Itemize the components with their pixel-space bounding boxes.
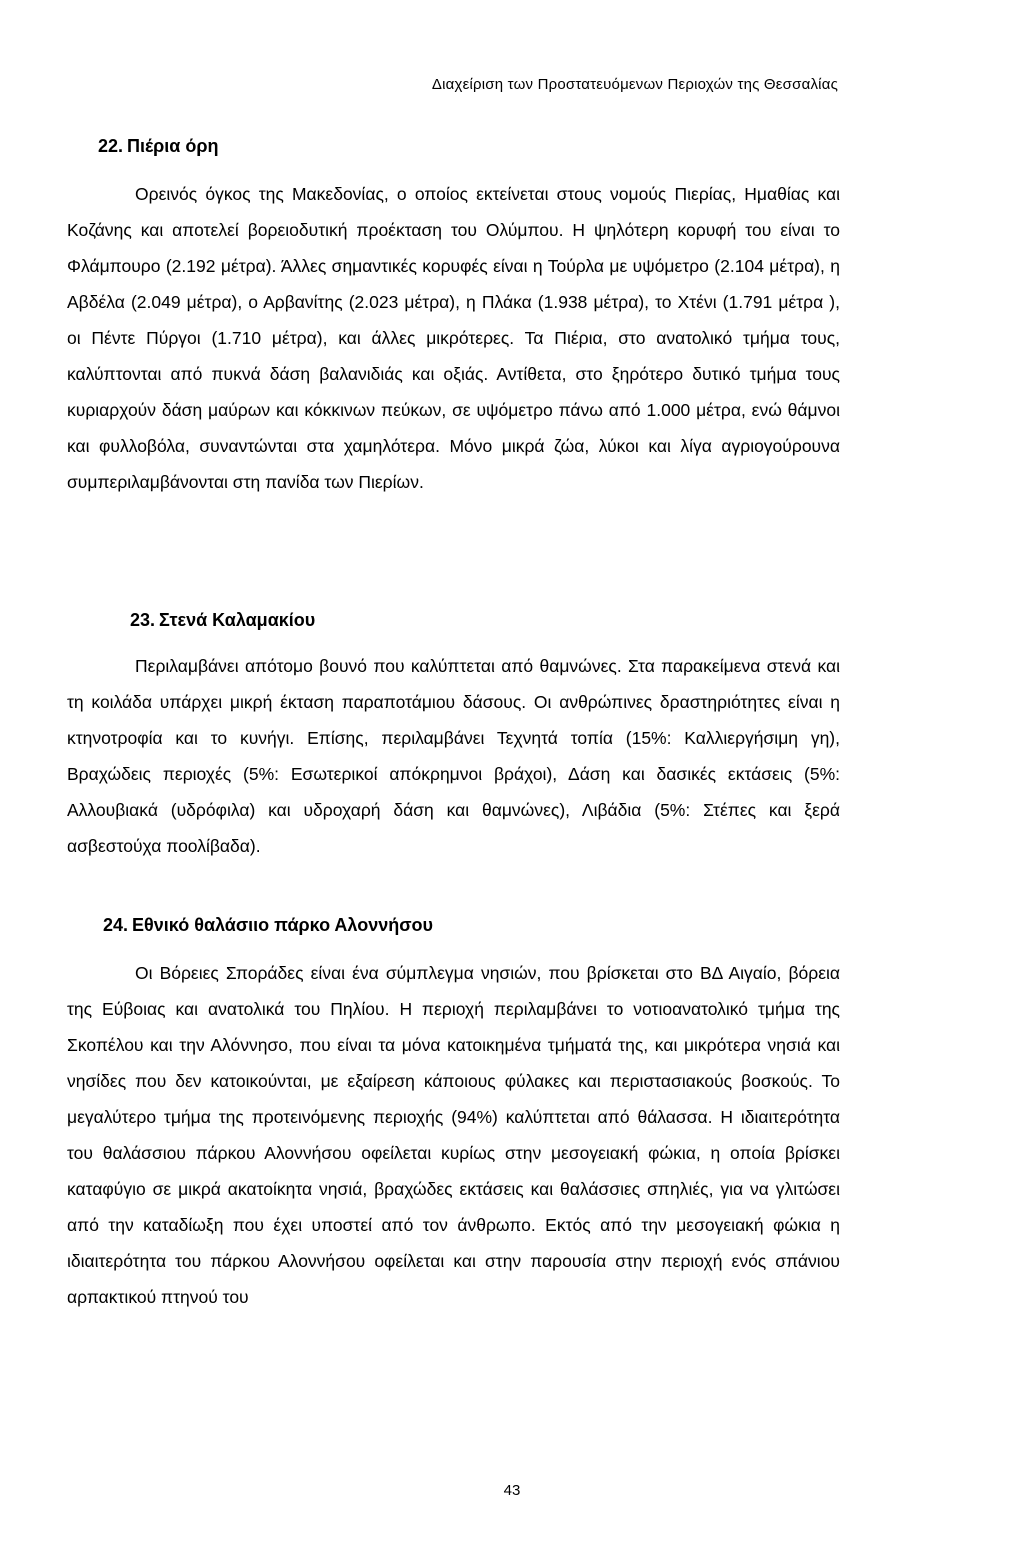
section-number: 24.: [103, 915, 129, 935]
section-heading: [98, 136, 218, 157]
section-paragraph: Οι Βόρειες Σποράδες είναι ένα σύμπλεγμα νησιών, που βρίσκεται στο ΒΔ Αιγαίο, βόρεια της Εύβοιας και ανατολικά του Πηλίου. Η περιοχή περιλαμβάνει το νοτιοανατολικό τμήμα της Σκοπέλου και την Αλόννησο, που είναι τα μόνα κατοικημένα τμήματά της, και μικρότερα νησιά και νησίδες που δεν κατοικούνται, με εξαίρεση κάποιους φύλακες και περιστασιακούς βοσκούς. Το μεγαλύτερο τμήμα της προτεινόμενης περιοχής (94%) καλύπτεται από θάλασσα. Η ιδιαιτερότητα του θαλάσσιου πάρκου Αλοννήσου οφείλεται κυρίως στην μεσογειακή φώκια, η οποία βρίσκει καταφύγιο σε μικρά ακατοίκητα νησιά, βραχώδες εκτάσεις και θαλάσσιες σπηλιές, για να γλιτώσει από την καταδίωξη που έχει υποστεί από τον άνθρωπο. Εκτός από την μεσογειακή φώκια η ιδιαιτερότητα του πάρκου Αλοννήσου οφείλεται και στην παρουσία στην περιοχή ενός σπάνιου αρπακτικού πτηνού του: [67, 963, 840, 1307]
section-paragraph: Ορεινός όγκος της Μακεδονίας, ο οποίος εκτείνεται στους νομούς Πιερίας, Ημαθίας και Κοζάνης και αποτελεί βορειοδυτική προέκταση του Ολύμπου. Η ψηλότερη κορυφή του είναι το Φλάμπουρο (2.192 μέτρα). Άλλες σημαντικές κορυφές είναι η Τούρλα με υψόμετρο (2.104 μέτρα), η Αβδέλα (2.049 μέτρα), ο Αρβανίτης (2.023 μέτρα), η Πλάκα (1.938 μέτρα), το Χτένι (1.791 μέτρα ), οι Πέντε Πύργοι (1.710 μέτρα), και άλλες μικρότερες. Τα Πιέρια, στο ανατολικό τμήμα τους, καλύπτονται από πυκνά δάση βαλανιδιάς και οξιάς. Αντίθετα, στο ξηρότερο δυτικό τμήμα τους κυριαρχούν δάση μαύρων και κόκκινων πεύκων, σε υψόμετρο πάνω από 1.000 μέτρα, ενώ θάμνοι και φυλλοβόλα, συναντώνται στα χαμηλότερα. Μόνο μικρά ζώα, λύκοι και λίγα αγριογούρουνα συμπεριλαμβάνονται στη πανίδα των Πιερίων.: [67, 184, 840, 492]
section-number: 23.: [130, 610, 156, 630]
section-number: 22.: [98, 136, 124, 156]
section-title: Εθνικό θαλάσιιο πάρκο Αλοννήσου: [132, 915, 434, 935]
section-title: Πιέρια όρη: [127, 136, 219, 156]
running-header: Διαχείριση των Προστατευόμενων Περιοχών της Θεσσαλίας: [431, 76, 838, 93]
section-heading: [103, 915, 433, 936]
page-number: 43: [503, 1482, 521, 1499]
section-paragraph: Περιλαμβάνει απότομο βουνό που καλύπτεται από θαμνώνες. Στα παρακείμενα στενά και τη κοιλάδα υπάρχει μικρή έκταση παραποτάμιου δάσους. Οι ανθρώπινες δραστηριότητες είναι η κτηνοτροφία και το κυνήγι. Επίσης, περιλαμβάνει Τεχνητά τοπία (15%: Καλλιεργήσιμη γη), Βραχώδεις περιοχές (5%: Εσωτερικοί απόκρημνοι βράχοι), Δάση και δασικές εκτάσεις (5%: Αλλουβιακά (υδρόφιλα) και υδροχαρή δάση και θαμνώνες), Λιβάδια (5%: Στέπες και ξερά ασβεστούχα ποολίβαδα).: [67, 656, 840, 856]
section-heading: [130, 610, 315, 631]
section-title: Στενά Καλαμακίου: [159, 610, 316, 630]
